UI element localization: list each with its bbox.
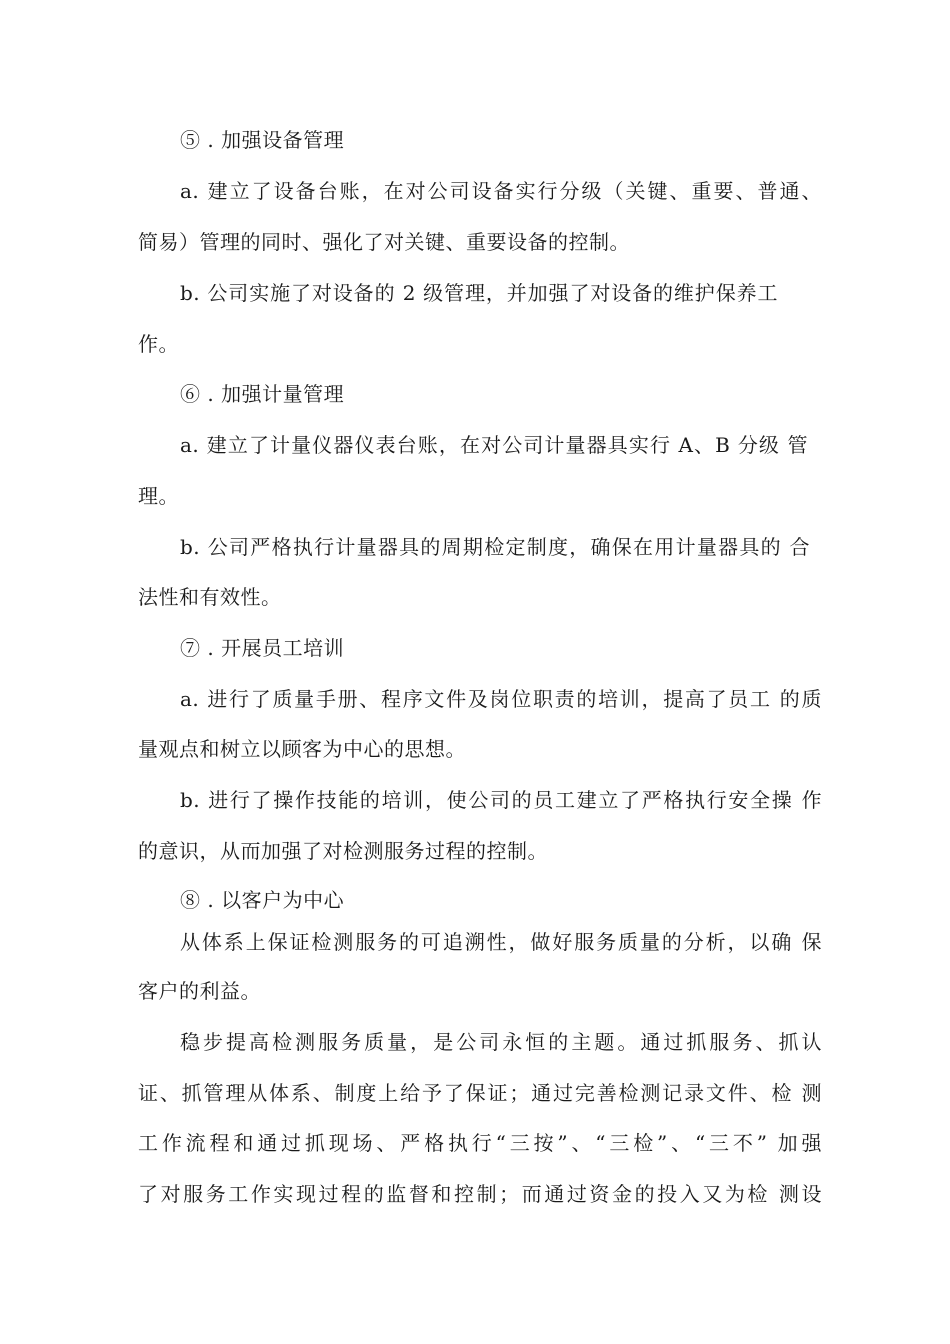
paragraph-line: 法性和有效性。	[138, 585, 282, 609]
paragraph-line: 量观点和树立以顾客为中心的思想。	[138, 737, 466, 761]
paragraph-line: b. 进行了操作技能的培训，使公司的员工建立了严格执行安全操 作	[180, 788, 822, 812]
paragraph-line: a. 建立了计量仪器仪表台账，在对公司计量器具实行 A、B 分级 管	[180, 433, 808, 457]
paragraph-line: a. 建立了设备台账，在对公司设备实行分级（关键、重要、普通、	[180, 179, 822, 203]
paragraph-line: b. 公司实施了对设备的 2 级管理，并加强了对设备的维护保养工	[180, 281, 778, 305]
paragraph-line: 工作流程和通过抓现场、严格执行“三按”、“三检”、“三不” 加强	[138, 1131, 822, 1155]
heading-customer-centered: ⑧ . 以客户为中心	[180, 888, 345, 912]
paragraph-line: 简易）管理的同时、强化了对关键、重要设备的控制。	[138, 230, 630, 254]
heading-staff-training: ⑦ . 开展员工培训	[180, 636, 345, 660]
heading-metrology-management: ⑥ . 加强计量管理	[180, 382, 345, 406]
paragraph-line: 从体系上保证检测服务的可追溯性，做好服务质量的分析，以确 保	[180, 930, 822, 954]
paragraph-line: 理。	[138, 484, 179, 508]
heading-equipment-management: ⑤ . 加强设备管理	[180, 128, 345, 152]
paragraph-line: b. 公司严格执行计量器具的周期检定制度，确保在用计量器具的 合	[180, 535, 810, 559]
paragraph-line: 作。	[138, 332, 179, 356]
paragraph-line: 客户的利益。	[138, 979, 261, 1003]
paragraph-line: a. 进行了质量手册、程序文件及岗位职责的培训，提高了员工 的质	[180, 687, 822, 711]
paragraph-line: 证、抓管理从体系、制度上给予了保证；通过完善检测记录文件、检 测	[138, 1081, 822, 1105]
paragraph-line: 了对服务工作实现过程的监督和控制；而通过资金的投入又为检 测设	[138, 1182, 822, 1206]
paragraph-line: 的意识，从而加强了对检测服务过程的控制。	[138, 839, 548, 863]
paragraph-line: 稳步提高检测服务质量，是公司永恒的主题。通过抓服务、抓认	[180, 1030, 822, 1054]
